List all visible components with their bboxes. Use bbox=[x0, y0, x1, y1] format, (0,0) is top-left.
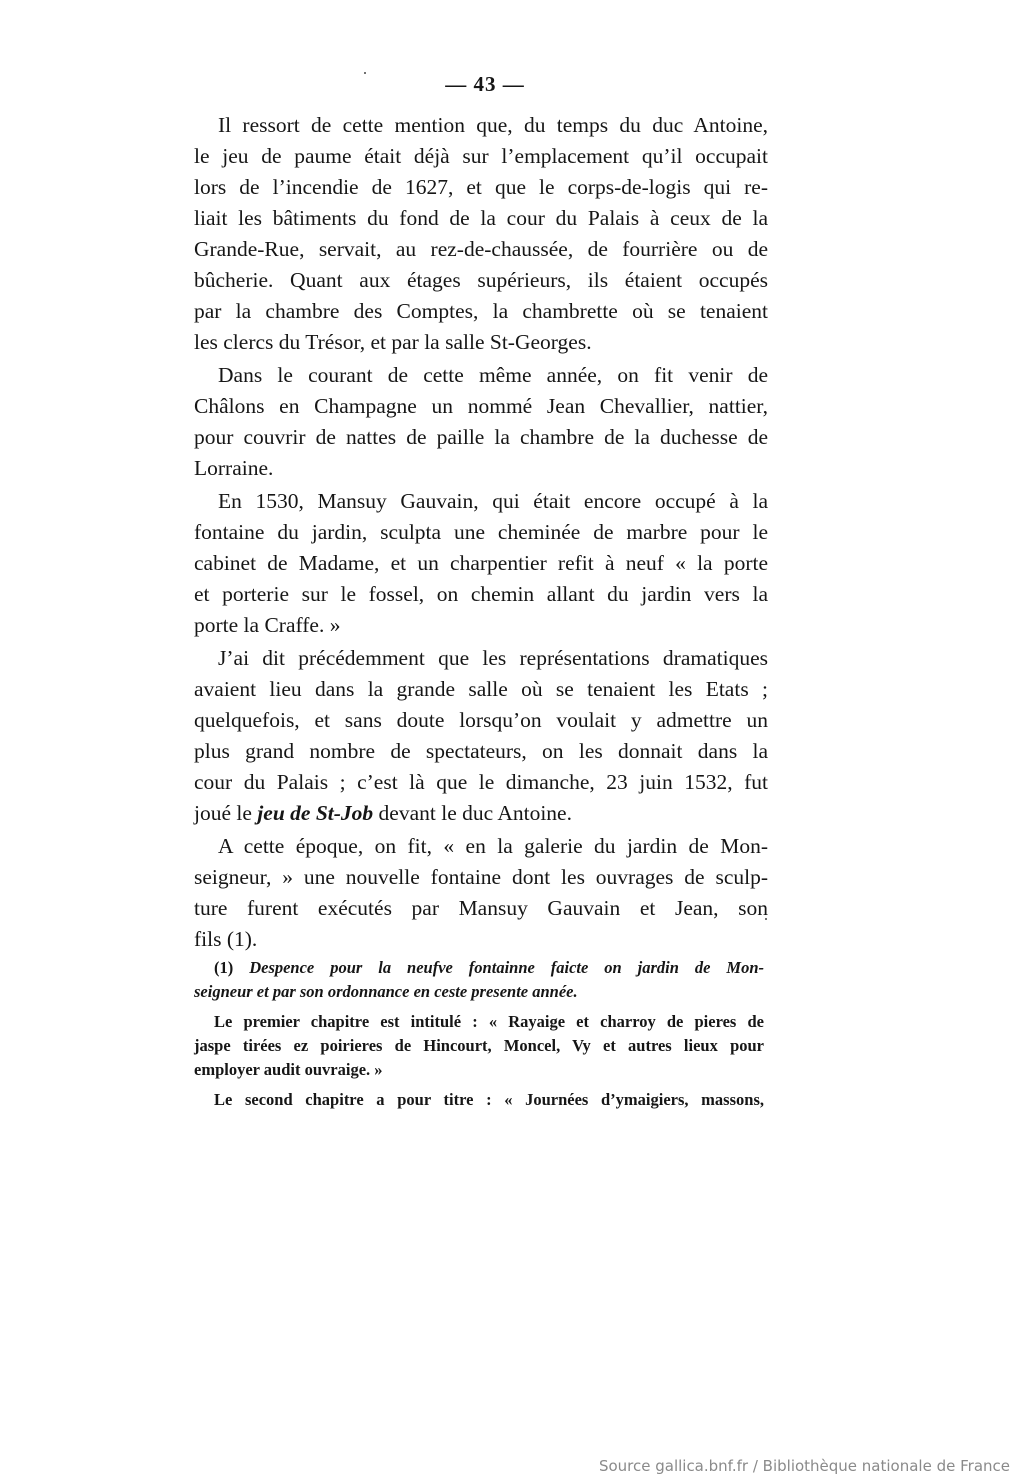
footnote-chapter-1 bbox=[194, 1010, 764, 1082]
text-line: fontaine du jardin, sculpta une cheminée de marbre pour le bbox=[194, 520, 768, 544]
footnote-line bbox=[214, 956, 764, 980]
footnote-line: Le premier chapitre est intitulé : « Rayaige et charroy de pieres de bbox=[214, 1012, 764, 1031]
footnotes bbox=[194, 956, 764, 1118]
footnote-title: Despence pour la neufve fontainne faicte on jardin de Mon- bbox=[249, 958, 764, 977]
text-line: Grande-Rue, servait, au rez-de-chaussée, de fourrière ou de bbox=[194, 237, 768, 261]
play-title: jeu de St-Job bbox=[257, 801, 374, 825]
text-line: bûcherie. Quant aux étages supérieurs, ils étaient occupés bbox=[194, 268, 768, 292]
text-line: cabinet de Madame, et un charpentier refit à neuf « la porte bbox=[194, 551, 768, 575]
text-line: A cette époque, on fit, « en la galerie du jardin de Mon- bbox=[218, 834, 768, 858]
text-line: le jeu de paume était déjà sur l’emplacement qu’il occupait bbox=[194, 144, 768, 168]
text-line bbox=[194, 798, 768, 829]
text-line: En 1530, Mansuy Gauvain, qui était encore occupé à la bbox=[218, 489, 768, 513]
text-line: cour du Palais ; c’est là que le dimanche, 23 juin 1532, fut bbox=[194, 770, 768, 794]
footnote-line: Le second chapitre a pour titre : « Journées d’ymaigiers, massons, bbox=[214, 1090, 764, 1109]
footnote-line: employer audit ouvraige. » bbox=[194, 1060, 383, 1079]
text-segment: joué le bbox=[194, 801, 258, 825]
text-line: et porterie sur le fossel, on chemin allant du jardin vers la bbox=[194, 582, 768, 606]
text-line: Il ressort de cette mention que, du temps du duc Antoine, bbox=[218, 113, 768, 137]
text-line: les clercs du Trésor, et par la salle St-Georges. bbox=[194, 330, 592, 354]
paragraph-2 bbox=[194, 360, 768, 484]
text-line: avaient lieu dans la grande salle où se tenaient les Etats ; bbox=[194, 677, 768, 701]
text-line: Châlons en Champagne un nommé Jean Chevallier, nattier, bbox=[194, 394, 768, 418]
text-line: fils (1). bbox=[194, 927, 258, 951]
paragraph-1 bbox=[194, 110, 768, 358]
text-line: seigneur, » une nouvelle fontaine dont les ouvrages de sculp- bbox=[194, 865, 768, 889]
footnote-marker: (1) bbox=[214, 958, 234, 977]
text-line: J’ai dit précédemment que les représentations dramatiques bbox=[218, 646, 768, 670]
paragraph-5 bbox=[194, 831, 768, 955]
source-credit: Source gallica.bnf.fr / Bibliothèque nationale de France bbox=[598, 1457, 1010, 1475]
text-line: quelquefois, et sans doute lorsqu’on voulait y admettre un bbox=[194, 708, 768, 732]
footnote-line: jaspe tirées ez poirieres de Hincourt, Moncel, Vy et autres lieux pour bbox=[194, 1036, 764, 1055]
text-line: pour couvrir de nattes de paille la chambre de la duchesse de bbox=[194, 425, 768, 449]
text-line: Lorraine. bbox=[194, 456, 274, 480]
page-number: — 43 — bbox=[445, 72, 525, 96]
footnote-1 bbox=[194, 956, 764, 1004]
text-line: liait les bâtiments du fond de la cour du Palais à ceux de la bbox=[194, 206, 768, 230]
text-line: plus grand nombre de spectateurs, on les donnait dans la bbox=[194, 739, 768, 763]
text-line: lors de l’incendie de 1627, et que le corps-de-logis qui re- bbox=[194, 175, 768, 199]
text-segment: devant le duc Antoine. bbox=[373, 801, 572, 825]
footnote-title: seigneur et par son ordonnance en ceste presente année. bbox=[194, 982, 578, 1001]
text-line: Dans le courant de cette même année, on fit venir de bbox=[218, 363, 768, 387]
body-text bbox=[194, 110, 768, 957]
print-speck bbox=[364, 72, 366, 74]
text-line: par la chambre des Comptes, la chambrette où se tenaient bbox=[194, 299, 768, 323]
footnote-line bbox=[194, 980, 764, 1004]
text-line: ture furent exécutés par Mansuy Gauvain et Jean, son bbox=[194, 896, 768, 920]
footnote-chapter-2 bbox=[214, 1088, 764, 1112]
paragraph-3 bbox=[194, 486, 768, 641]
paragraph-4 bbox=[194, 643, 768, 829]
text-line: porte la Craffe. » bbox=[194, 613, 341, 637]
